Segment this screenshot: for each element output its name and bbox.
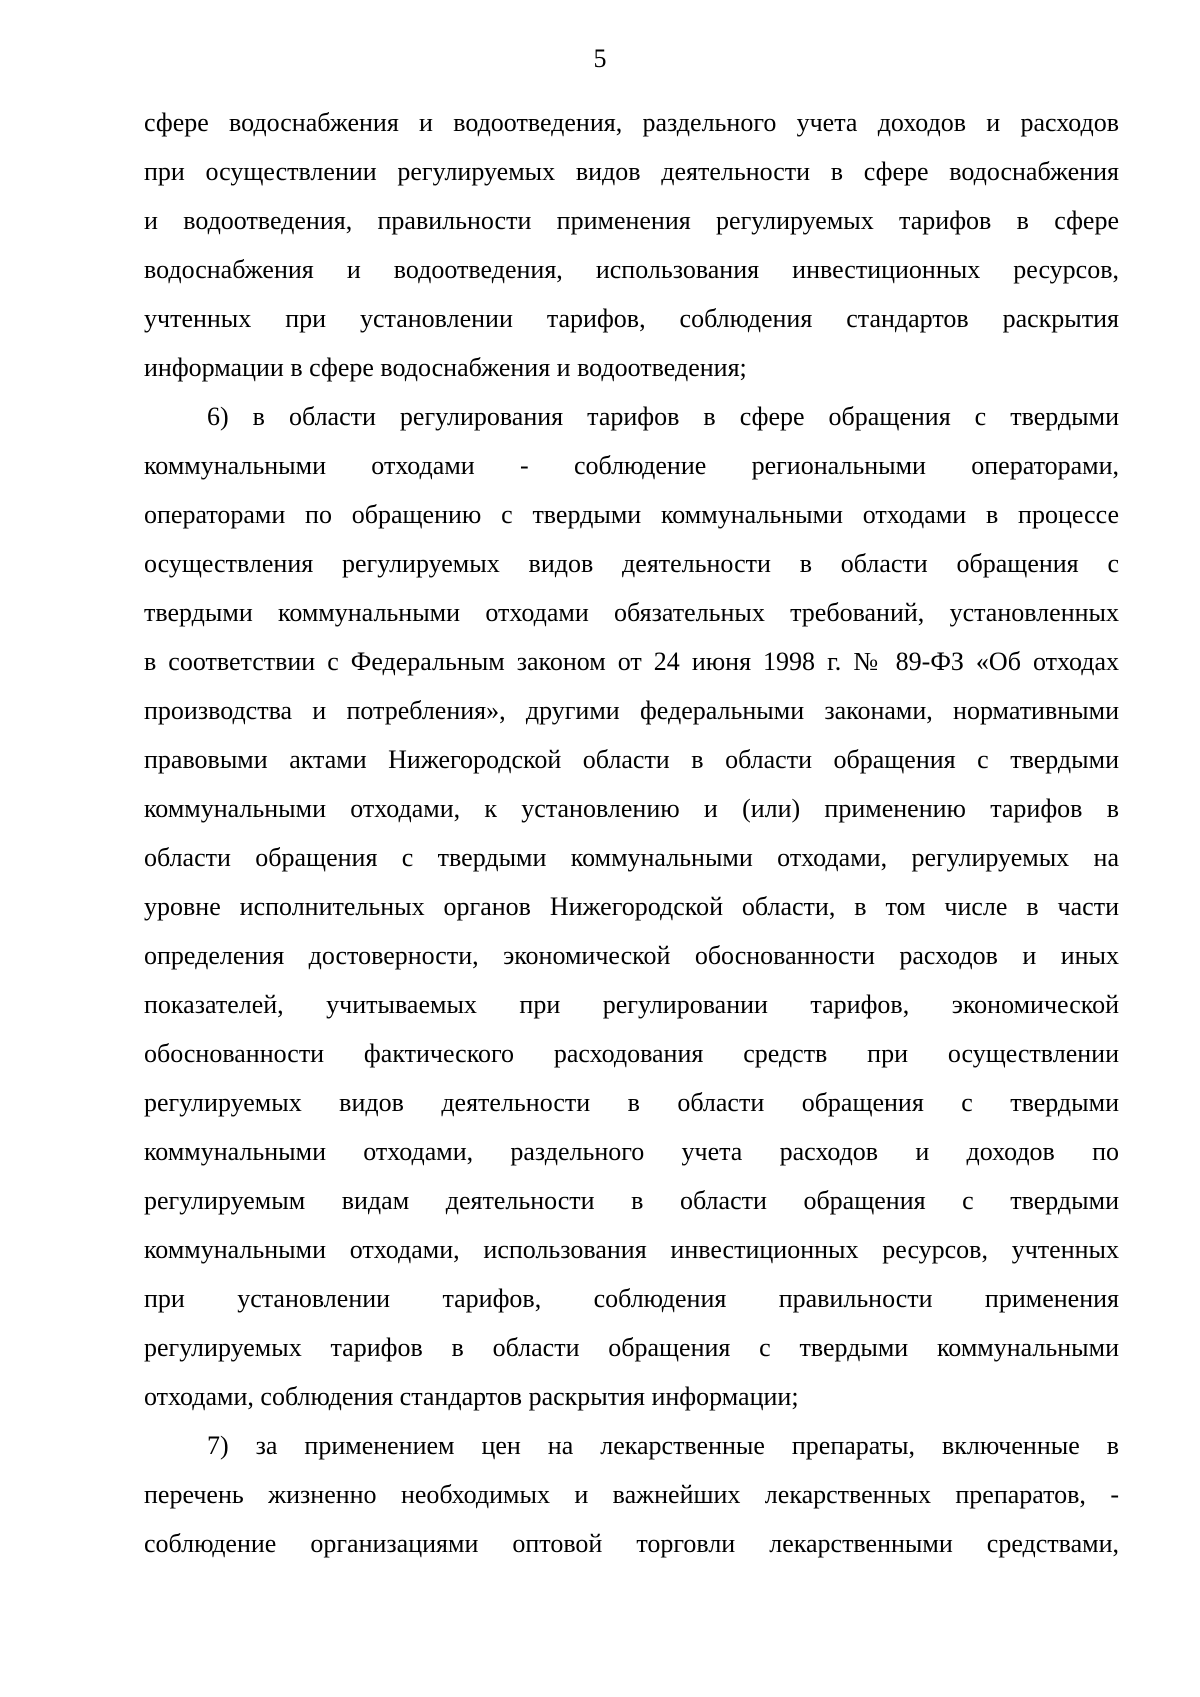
- document-body: [144, 98, 1119, 1568]
- text-line: регулируемым видам деятельности в области обращения с твердыми: [144, 1186, 1119, 1215]
- text-line: твердыми коммунальными отходами обязательных требований, установленных: [144, 598, 1119, 627]
- text-line: регулируемых видов деятельности в области обращения с твердыми: [144, 1088, 1119, 1117]
- text-line: коммунальными отходами, к установлению и (или) применению тарифов в: [144, 794, 1119, 823]
- text-line: при установлении тарифов, соблюдения правильности применения: [144, 1284, 1119, 1313]
- paragraph-item-6: [144, 392, 1119, 1421]
- text-line: водоснабжения и водоотведения, использования инвестиционных ресурсов,: [144, 255, 1119, 284]
- text-line: соблюдение организациями оптовой торговли лекарственными средствами,: [144, 1529, 1119, 1558]
- text-line: осуществления регулируемых видов деятельности в области обращения с: [144, 549, 1119, 578]
- text-line: перечень жизненно необходимых и важнейших лекарственных препаратов, -: [144, 1480, 1119, 1509]
- text-line: коммунальными отходами, использования инвестиционных ресурсов, учтенных: [144, 1235, 1119, 1264]
- text-line: производства и потребления», другими федеральными законами, нормативными: [144, 696, 1119, 725]
- text-line: коммунальными отходами, раздельного учета расходов и доходов по: [144, 1137, 1119, 1166]
- text-line: 6) в области регулирования тарифов в сфере обращения с твердыми: [207, 402, 1119, 431]
- text-line: показателей, учитываемых при регулировании тарифов, экономической: [144, 990, 1119, 1019]
- text-line: определения достоверности, экономической обоснованности расходов и иных: [144, 941, 1119, 970]
- text-line: сфере водоснабжения и водоотведения, раздельного учета доходов и расходов: [144, 108, 1119, 137]
- text-line: операторами по обращению с твердыми коммунальными отходами в процессе: [144, 500, 1119, 529]
- paragraph-continued: [144, 98, 1119, 392]
- text-line: информации в сфере водоснабжения и водоотведения;: [144, 353, 747, 382]
- paragraph-item-7: [144, 1421, 1119, 1568]
- text-line: правовыми актами Нижегородской области в области обращения с твердыми: [144, 745, 1119, 774]
- text-line: отходами, соблюдения стандартов раскрытия информации;: [144, 1382, 799, 1411]
- text-line: 7) за применением цен на лекарственные препараты, включенные в: [207, 1431, 1119, 1460]
- text-line: коммунальными отходами - соблюдение региональными операторами,: [144, 451, 1119, 480]
- text-line: при осуществлении регулируемых видов деятельности в сфере водоснабжения: [144, 157, 1119, 186]
- text-line: регулируемых тарифов в области обращения с твердыми коммунальными: [144, 1333, 1119, 1362]
- text-line: учтенных при установлении тарифов, соблюдения стандартов раскрытия: [144, 304, 1119, 333]
- text-line: обоснованности фактического расходования средств при осуществлении: [144, 1039, 1119, 1068]
- text-line: области обращения с твердыми коммунальными отходами, регулируемых на: [144, 843, 1119, 872]
- text-line: и водоотведения, правильности применения регулируемых тарифов в сфере: [144, 206, 1119, 235]
- page-number: 5: [593, 44, 607, 73]
- text-line: уровне исполнительных органов Нижегородской области, в том числе в части: [144, 892, 1119, 921]
- text-line: в соответствии с Федеральным законом от 24 июня 1998 г. № 89-ФЗ «Об отходах: [144, 647, 1119, 676]
